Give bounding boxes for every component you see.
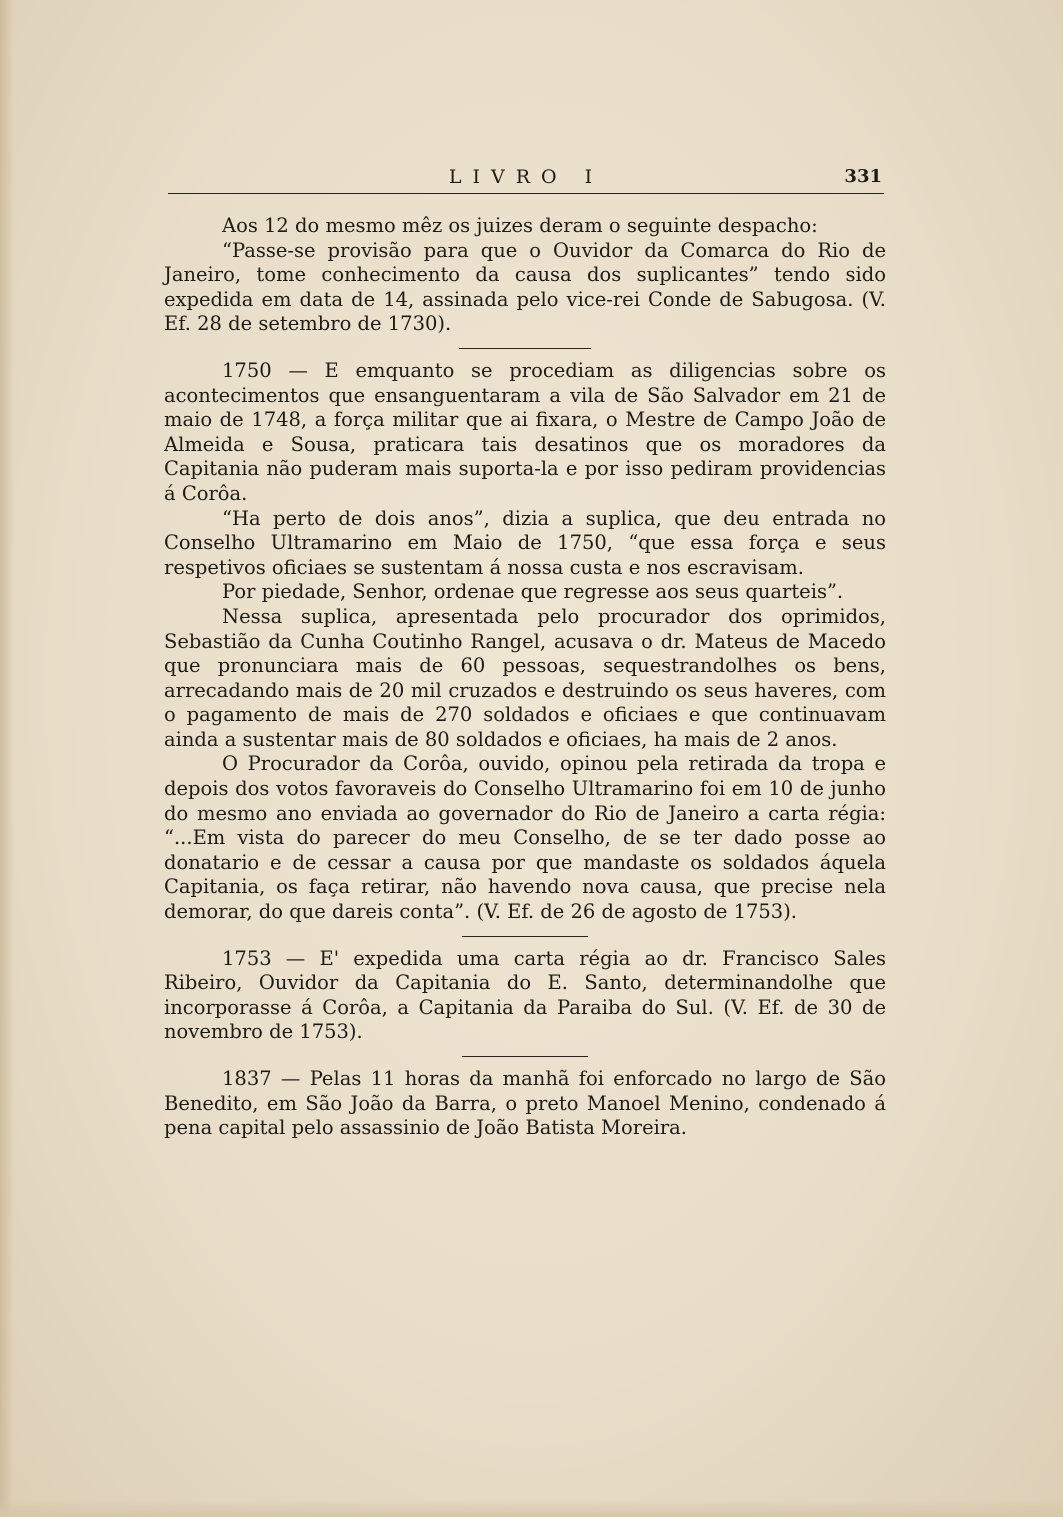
paragraph: Nessa suplica, apresentada pelo procurador dos oprimidos, Sebastião da Cunha Coutinho Rangel, acusava o dr. Mateus de Macedo que pronunciara mais de 60 pessoas, sequestrandolhes os bens, arrecadando mais de 20 mil cruzados e destruindo os seus haveres, com o pagamento de mais de 270 soldados e oficiaes e que continuavam ainda a sustentar mais de 80 soldados e oficiaes, ha mais de 2 anos. (164, 604, 886, 751)
paragraph: Aos 12 do mesmo mêz os juizes deram o seguinte despacho: (222, 214, 818, 237)
paragraph: “Ha perto de dois anos”, dizia a suplica, que deu entrada no Conselho Ultramarino em Maio de 1750, “que essa força e seus respetivos oficiaes se sustentam á nossa custa e nos escravisam. (164, 506, 886, 579)
page-edge-shadow (0, 0, 14, 1517)
header-rule (168, 193, 884, 194)
paragraph: O Procurador da Corôa, ouvido, opinou pela retirada da tropa e depois dos votos favoraveis do Conselho Ultramarino foi em 10 de junho do mesmo ano enviada ao governador do Rio de Janeiro a carta régia: “...Em vista do parecer do meu Conselho, de se ter dado posse ao donatario e de cessar a causa por que mandaste os soldados áquela Capitania, os faça retirar, não havendo nova causa, que precise nela demorar, do que dareis conta”. (V. Ef. de 26 de agosto de 1753). (164, 752, 886, 924)
section-separator (459, 348, 591, 349)
section-separator (462, 1056, 588, 1057)
section-separator (462, 936, 588, 937)
paragraph: 1750 — E emquanto se procediam as diligencias sobre os acontecimentos que ensanguentaram a vila de São Salvador em 21 de maio de 1748, a força militar que ai fixara, o Mestre de Campo João de Almeida e Sousa, praticara tais desatinos que os moradores da Capitania não puderam mais suporta-la e por isso pediram providencias á Corôa. (164, 358, 886, 505)
running-header (168, 166, 884, 194)
running-title: LIVRO I (448, 166, 604, 188)
paragraph: “Passe-se provisão para que o Ouvidor da Comarca do Rio de Janeiro, tome conhecimento da causa dos suplicantes” tendo sido expedida em data de 14, assinada pelo vice-rei Conde de Sabugosa. (V. Ef. 28 de setembro de 1730). (164, 238, 886, 336)
paragraph: Por piedade, Senhor, ordenae que regresse aos seus quarteis”. (222, 580, 844, 604)
page-bottom-shadow (0, 1499, 1063, 1517)
body-text (164, 214, 886, 1141)
page-number: 331 (844, 166, 882, 187)
paragraph: 1837 — Pelas 11 horas da manhã foi enforcado no largo de São Benedito, em São João da Barra, o preto Manoel Menino, condenado á pena capital pelo assassinio de João Batista Moreira. (164, 1067, 886, 1140)
paragraph: 1753 — E' expedida uma carta régia ao dr. Francisco Sales Ribeiro, Ouvidor da Capitania do E. Santo, determinandolhe que incorporasse á Corôa, a Capitania da Paraiba do Sul. (V. Ef. de 30 de novembro de 1753). (164, 946, 886, 1044)
